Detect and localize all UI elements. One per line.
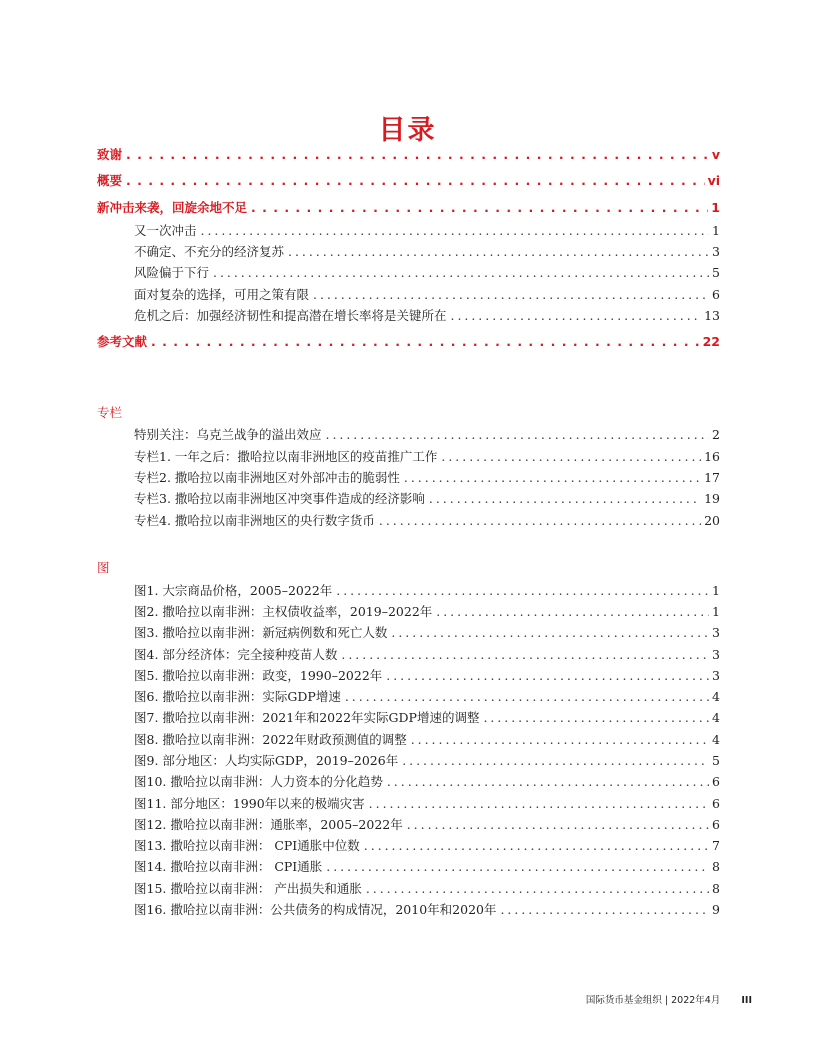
toc-entry-label: 图5. 撒哈拉以南非洲：政变，1990–2022年 xyxy=(134,668,383,683)
figure-entry[interactable] xyxy=(134,730,720,748)
dot-leader xyxy=(429,491,701,506)
toc-entry-page: 3 xyxy=(712,647,720,662)
toc-entry-page: 4 xyxy=(712,689,720,704)
dot-leader xyxy=(483,710,709,725)
dot-leader xyxy=(326,427,710,442)
toc-entry-label: 概要 xyxy=(97,173,123,188)
toc-entry-acknowledgements[interactable] xyxy=(97,145,720,163)
toc-entry-page: 1 xyxy=(712,604,720,619)
toc-entry-page: 19 xyxy=(704,491,720,506)
dot-leader xyxy=(369,796,709,811)
toc-entry-page: 13 xyxy=(704,308,720,323)
toc-section-entry[interactable] xyxy=(134,263,720,281)
toc-entry-page: 5 xyxy=(712,265,720,280)
toc-entry-page: 4 xyxy=(712,710,720,725)
toc-entry-page: 8 xyxy=(712,859,720,874)
toc-entry-page: 8 xyxy=(712,881,720,896)
dot-leader xyxy=(366,881,709,896)
toc-entry-page: 22 xyxy=(702,334,720,349)
dot-leader xyxy=(345,689,709,704)
toc-entry-label: 图6. 撒哈拉以南非洲：实际GDP增速 xyxy=(134,689,341,704)
toc-entry-label: 又一次冲击 xyxy=(134,223,197,238)
figure-entry[interactable] xyxy=(134,581,720,599)
toc-entry-page: 1 xyxy=(711,200,720,215)
toc-entry-label: 风险偏于下行 xyxy=(134,265,210,280)
toc-entry-page: 6 xyxy=(712,817,720,832)
toc-entry-page: vi xyxy=(707,173,720,188)
toc-entry-label: 图8. 撒哈拉以南非洲：2022年财政预测值的调整 xyxy=(134,732,407,747)
dot-leader xyxy=(213,265,709,280)
figure-entry[interactable] xyxy=(134,900,720,918)
toc-section-entry[interactable] xyxy=(134,221,720,239)
dot-leader xyxy=(402,753,709,768)
dot-leader xyxy=(411,732,709,747)
toc-entry-label: 图7. 撒哈拉以南非洲：2021年和2022年实际GDP增速的调整 xyxy=(134,710,480,725)
toc-entry-page: 16 xyxy=(704,449,720,464)
toc-entry-label: 面对复杂的选择，可用之策有限 xyxy=(134,287,310,302)
figure-entry[interactable] xyxy=(134,879,720,897)
toc-entry-page: 2 xyxy=(712,427,720,442)
toc-entry-chapter[interactable] xyxy=(97,198,720,216)
toc-section-entry[interactable] xyxy=(134,306,720,324)
dot-leader xyxy=(364,838,709,853)
dot-leader xyxy=(379,513,701,528)
toc-entry-label: 专栏2. 撒哈拉以南非洲地区对外部冲击的脆弱性 xyxy=(134,470,400,485)
toc-entry-label: 图10. 撒哈拉以南非洲：人力资本的分化趋势 xyxy=(134,774,383,789)
toc-entry-label: 致谢 xyxy=(97,147,123,162)
toc-entry-label: 不确定、不充分的经济复苏 xyxy=(134,244,285,259)
toc-entry-page: 4 xyxy=(712,732,720,747)
toc-entry-page: v xyxy=(711,147,720,162)
toc-entry-label: 图11. 部分地区：1990年以来的极端灾害 xyxy=(134,796,365,811)
toc-entry-page: 17 xyxy=(704,470,720,485)
dot-leader xyxy=(386,668,709,683)
page-title: 目录 xyxy=(378,115,437,146)
figure-entry[interactable] xyxy=(134,857,720,875)
toc-entry-page: 3 xyxy=(712,668,720,683)
dot-leader xyxy=(126,147,709,162)
toc-entry-page: 1 xyxy=(712,223,720,238)
toc-entry-label: 专栏3. 撒哈拉以南非洲地区冲突事件造成的经济影响 xyxy=(134,491,425,506)
toc-entry-label: 图4. 部分经济体：完全接种疫苗人数 xyxy=(134,647,338,662)
toc-entry-label: 图15. 撒哈拉以南非洲： 产出损失和通胀 xyxy=(134,881,362,896)
toc-entry-references[interactable] xyxy=(97,332,720,350)
toc-entry-label: 专栏4. 撒哈拉以南非洲地区的央行数字货币 xyxy=(134,513,375,528)
dot-leader xyxy=(326,859,709,874)
box-entry[interactable] xyxy=(134,447,720,465)
dot-leader xyxy=(151,334,700,349)
dot-leader xyxy=(451,308,702,323)
box-entry[interactable] xyxy=(134,489,720,507)
toc-entry-page: 6 xyxy=(712,287,720,302)
toc-entry-label: 图3. 撒哈拉以南非洲：新冠病例数和死亡人数 xyxy=(134,625,388,640)
toc-entry-label: 图16. 撒哈拉以南非洲：公共债务的构成情况，2010年和2020年 xyxy=(134,902,497,917)
dot-leader xyxy=(404,470,701,485)
footer-publisher: 国际货币基金组织 | 2022年4月 xyxy=(585,995,721,1006)
toc-entry-label: 参考文献 xyxy=(97,334,148,349)
dot-leader xyxy=(251,200,708,215)
toc-entry-page: 9 xyxy=(712,902,720,917)
toc-entry-page: 1 xyxy=(712,583,720,598)
box-entry[interactable] xyxy=(134,425,720,443)
toc-entry-page: 7 xyxy=(712,838,720,853)
toc-entry-page: 20 xyxy=(704,513,720,528)
toc-entry-label: 专栏1. 一年之后：撒哈拉以南非洲地区的疫苗推广工作 xyxy=(134,449,438,464)
toc-entry-page: 5 xyxy=(712,753,720,768)
dot-leader xyxy=(288,244,709,259)
toc-section-entry[interactable] xyxy=(134,242,720,260)
toc-entry-label: 图13. 撒哈拉以南非洲： CPI通胀中位数 xyxy=(134,838,360,853)
dot-leader xyxy=(336,583,709,598)
boxes-heading: 专栏 xyxy=(97,405,123,420)
box-entry[interactable] xyxy=(134,511,720,529)
figure-entry[interactable] xyxy=(134,666,720,684)
dot-leader xyxy=(391,625,709,640)
toc-entry-page: 3 xyxy=(712,244,720,259)
dot-leader xyxy=(126,173,705,188)
figure-entry[interactable] xyxy=(134,602,720,620)
toc-entry-label: 图14. 撒哈拉以南非洲： CPI通胀 xyxy=(134,859,323,874)
figure-entry[interactable] xyxy=(134,836,720,854)
dot-leader xyxy=(436,604,709,619)
toc-entry-page: 3 xyxy=(712,625,720,640)
toc-entry-label: 图9. 部分地区：人均实际GDP，2019–2026年 xyxy=(134,753,399,768)
figure-entry[interactable] xyxy=(134,623,720,641)
dot-leader xyxy=(407,817,709,832)
toc-entry-label: 新冲击来袭，回旋余地不足 xyxy=(97,200,248,215)
toc-entry-label: 危机之后：加强经济韧性和提高潜在增长率将是关键所在 xyxy=(134,308,447,323)
figure-entry[interactable] xyxy=(134,751,720,769)
box-entry[interactable] xyxy=(134,468,720,486)
figure-entry[interactable] xyxy=(134,708,720,726)
figure-entry[interactable] xyxy=(134,772,720,790)
dot-leader xyxy=(441,449,701,464)
figure-entry[interactable] xyxy=(134,687,720,705)
toc-entry-summary[interactable] xyxy=(97,171,720,189)
figure-entry[interactable] xyxy=(134,794,720,812)
dot-leader xyxy=(500,902,709,917)
figures-heading: 图 xyxy=(97,560,110,575)
toc-entry-page: 6 xyxy=(712,774,720,789)
page-footer xyxy=(0,992,752,1006)
toc-entry-label: 图1. 大宗商品价格，2005–2022年 xyxy=(134,583,333,598)
figure-entry[interactable] xyxy=(134,645,720,663)
dot-leader xyxy=(313,287,709,302)
figure-entry[interactable] xyxy=(134,815,720,833)
toc-section-entry[interactable] xyxy=(134,285,720,303)
toc-entry-page: 6 xyxy=(712,796,720,811)
footer-page-number: III xyxy=(741,995,752,1006)
dot-leader xyxy=(341,647,709,662)
dot-leader xyxy=(387,774,709,789)
toc-entry-label: 图2. 撒哈拉以南非洲：主权债收益率，2019–2022年 xyxy=(134,604,433,619)
toc-entry-label: 图12. 撒哈拉以南非洲：通胀率，2005–2022年 xyxy=(134,817,403,832)
toc-entry-label: 特别关注：乌克兰战争的溢出效应 xyxy=(134,427,322,442)
dot-leader xyxy=(201,223,710,238)
